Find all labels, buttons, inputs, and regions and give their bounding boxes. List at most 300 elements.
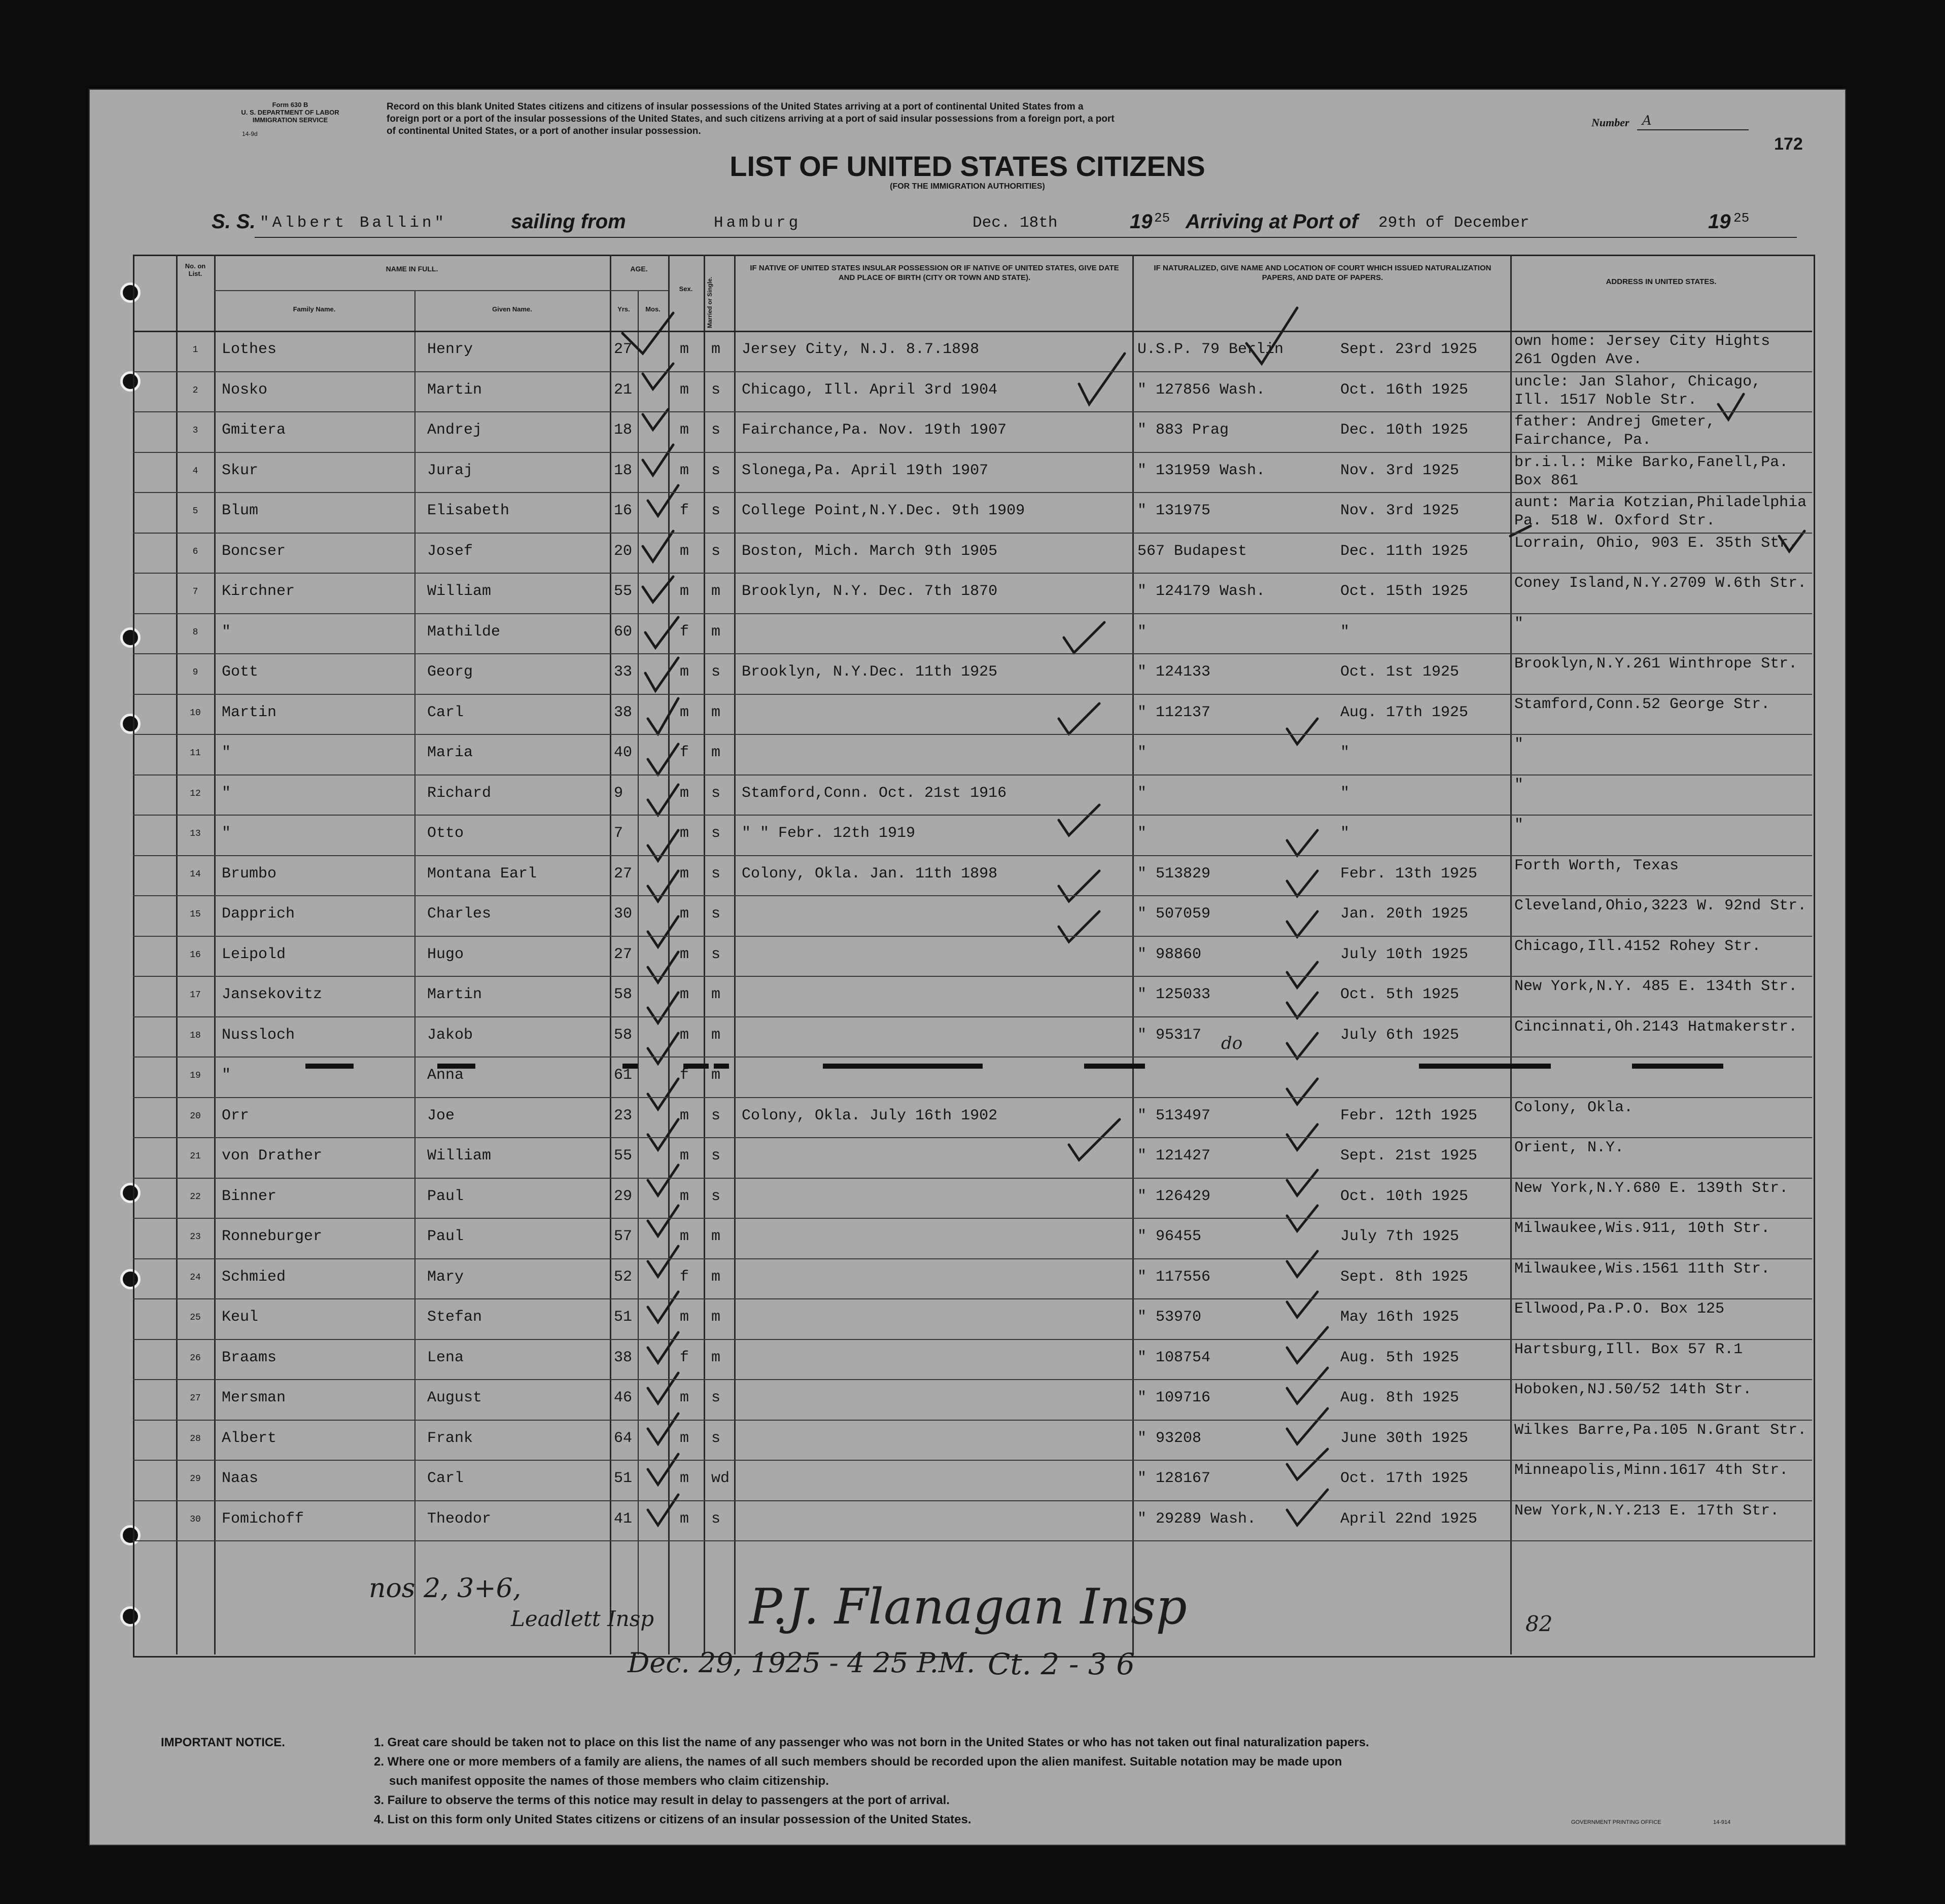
birth-place-date: Boston, Mich. March 9th 1905 [742, 542, 998, 560]
row-19-ditto-note: do [1221, 1033, 1243, 1053]
sex: m [680, 703, 689, 721]
age-years: 61 [614, 1067, 633, 1084]
row-divider [133, 1178, 1812, 1179]
marital-status: wd [711, 1470, 730, 1487]
row-number: 29 [190, 1474, 201, 1484]
age-years: 9 [614, 784, 623, 802]
given-name: August [427, 1389, 482, 1406]
naturalization-date: Dec. 11th 1925 [1340, 542, 1469, 560]
row-divider [133, 815, 1812, 816]
row-divider [133, 411, 1812, 412]
date-time-stamp: Dec. 29, 1925 - 4 25 P.M. [628, 1647, 976, 1679]
from-port: Hamburg [714, 214, 802, 232]
naturalization-court: " 124179 Wash. [1137, 583, 1266, 600]
address: br.i.l.: Mike Barko,Fanell,Pa. [1514, 453, 1789, 471]
sex: m [680, 341, 689, 358]
naturalization-court: " 131975 [1137, 502, 1211, 519]
marital-status: s [711, 784, 721, 802]
ship-name: "Albert Ballin" [260, 214, 447, 232]
naturalization-court: " 124133 [1137, 663, 1211, 681]
address: " [1514, 736, 1524, 753]
family-name: " [222, 825, 231, 842]
row-number: 7 [192, 587, 198, 597]
given-name: Otto [427, 825, 464, 842]
sex: m [680, 865, 689, 883]
naturalization-date: " [1340, 744, 1350, 761]
nos-note: nos 2, 3+6, [369, 1573, 522, 1604]
row-number: 18 [190, 1030, 201, 1041]
address: " [1514, 817, 1524, 834]
row-number: 16 [190, 949, 201, 960]
sex: m [680, 381, 689, 399]
marital-status: m [711, 986, 721, 1003]
marital-status: s [711, 865, 721, 883]
naturalization-date: Nov. 3rd 1925 [1340, 502, 1460, 519]
birth-place-date: Chicago, Ill. April 3rd 1904 [742, 381, 998, 399]
row-divider [133, 1500, 1812, 1501]
naturalization-date: " [1340, 784, 1350, 802]
naturalization-date: Oct. 10th 1925 [1340, 1187, 1469, 1205]
sex: m [680, 986, 689, 1003]
sex: m [680, 1187, 689, 1205]
row-number: 19 [190, 1071, 201, 1081]
age-years: 29 [614, 1187, 633, 1205]
naturalization-date: April 22nd 1925 [1340, 1510, 1478, 1528]
address: New York,N.Y.213 E. 17th Str. [1514, 1502, 1780, 1520]
sex: m [680, 784, 689, 802]
family-name: Albert [222, 1429, 277, 1447]
header-given-name: Given Name. [492, 305, 532, 313]
row-divider [133, 855, 1812, 856]
birth-place-date: College Point,N.Y.Dec. 9th 1909 [742, 502, 1025, 519]
naturalization-court: " 125033 [1137, 986, 1211, 1003]
sex: m [680, 1389, 689, 1406]
family-name: Binner [222, 1187, 277, 1205]
age-years: 16 [614, 502, 633, 519]
given-name: Martin [427, 986, 482, 1003]
family-name: Kirchner [222, 583, 295, 600]
address-line-2: Pa. 518 W. Oxford Str. [1514, 512, 1716, 530]
marital-status: s [711, 421, 721, 439]
marital-status: s [711, 905, 721, 923]
birth-place-date: Slonega,Pa. April 19th 1907 [742, 462, 989, 479]
family-name: " [222, 1067, 231, 1084]
marital-status: s [711, 502, 721, 519]
marital-status: s [711, 825, 721, 842]
family-name: Leipold [222, 945, 286, 963]
sailing-date: Dec. 18th [972, 214, 1058, 232]
marital-status: m [711, 1228, 721, 1245]
naturalization-court: " 29289 Wash. [1137, 1510, 1257, 1528]
checked-by-note: Leadlett Insp [511, 1606, 654, 1631]
header-address: ADDRESS IN UNITED STATES. [1606, 277, 1717, 286]
naturalization-court: U.S.P. 79 Berlin [1137, 341, 1284, 358]
age-years: 30 [614, 905, 633, 923]
row-number: 27 [190, 1393, 201, 1403]
sex: m [680, 663, 689, 681]
marital-status: s [711, 462, 721, 479]
sailing-label: sailing from [511, 210, 626, 233]
naturalization-date: Febr. 12th 1925 [1340, 1107, 1478, 1124]
sex: m [680, 421, 689, 439]
row-number: 8 [192, 627, 198, 638]
header-family-name: Family Name. [293, 305, 336, 313]
intro-line: Record on this blank United States citizens and citizens of insular possessions of the United States arriving at a port of continental United States from a [387, 101, 1084, 112]
sex: m [680, 1147, 689, 1165]
family-name: Nosko [222, 381, 268, 399]
sex: f [680, 1349, 689, 1366]
row-divider [133, 533, 1812, 534]
naturalization-court: " [1137, 825, 1147, 842]
marital-status: m [711, 341, 721, 358]
manifest-sheet [89, 89, 1846, 1846]
row-number: 1 [192, 345, 198, 355]
family-name: Dapprich [222, 905, 295, 923]
given-name: Martin [427, 381, 482, 399]
row-divider [133, 1298, 1812, 1299]
age-years: 52 [614, 1268, 633, 1286]
department-label: U. S. DEPARTMENT OF LABOR [241, 109, 339, 116]
naturalization-date: July 10th 1925 [1340, 945, 1469, 963]
notice-item: 3. Failure to observe the terms of this notice may result in delay to passengers at the port of arrival. [374, 1793, 950, 1807]
sex: m [680, 905, 689, 923]
family-name: Gott [222, 663, 259, 681]
naturalization-date: Aug. 5th 1925 [1340, 1349, 1460, 1366]
row-number: 15 [190, 909, 201, 920]
row-divider [133, 976, 1812, 977]
age-years: 38 [614, 1349, 633, 1366]
naturalization-date: Sept. 21st 1925 [1340, 1147, 1478, 1165]
family-name: " [222, 623, 231, 641]
address: Chicago,Ill.4152 Rohey Str. [1514, 937, 1761, 955]
number-value: A [1642, 113, 1652, 128]
naturalization-court: " 93208 [1137, 1429, 1202, 1447]
naturalization-date: June 30th 1925 [1340, 1429, 1469, 1447]
row-divider [133, 613, 1812, 614]
given-name: Mathilde [427, 623, 501, 641]
intro-line: foreign port or a port of the insular possessions of the United States, and such citizens arriving at a port of said insular possessions from a foreign port, a port [387, 114, 1115, 124]
address: Hoboken,NJ.50/52 14th Str. [1514, 1381, 1752, 1398]
marital-status: m [711, 583, 721, 600]
marital-status: s [711, 1429, 721, 1447]
header-naturalized: IF NATURALIZED, GIVE NAME AND LOCATION OF COURT WHICH ISSUED NATURALIZATION PAPERS, AND DATE OF PAPERS. [1154, 264, 1491, 282]
naturalization-date: Aug. 17th 1925 [1340, 703, 1469, 721]
naturalization-date: Aug. 8th 1925 [1340, 1389, 1460, 1406]
given-name: Carl [427, 1470, 464, 1487]
form-code: 14-9d [242, 130, 258, 137]
notice-item: 4. List on this form only United States citizens or citizens of an insular possession of the United States. [374, 1813, 971, 1826]
age-years: 18 [614, 462, 633, 479]
row-divider [133, 734, 1812, 735]
row-number: 17 [190, 990, 201, 1000]
naturalization-court: " 96455 [1137, 1228, 1202, 1245]
naturalization-date: " [1340, 825, 1350, 842]
row-divider [133, 1379, 1812, 1380]
sex: f [680, 623, 689, 641]
age-years: 20 [614, 542, 633, 560]
address: Milwaukee,Wis.911, 10th Str. [1514, 1220, 1770, 1237]
given-name: Mary [427, 1268, 464, 1286]
given-name: Montana Earl [427, 865, 537, 883]
naturalization-court: " [1137, 744, 1147, 761]
printer-label: GOVERNMENT PRINTING OFFICE [1571, 1819, 1661, 1825]
row-divider [133, 1460, 1812, 1461]
marital-status: s [711, 1510, 721, 1528]
age-years: 38 [614, 703, 633, 721]
family-name: Jansekovitz [222, 986, 323, 1003]
row-number: 28 [190, 1433, 201, 1444]
page-number: 172 [1774, 134, 1803, 154]
sex: f [680, 1268, 689, 1286]
family-name: Blum [222, 502, 259, 519]
sex: f [680, 744, 689, 761]
given-name: William [427, 583, 492, 600]
address: " [1514, 776, 1524, 794]
given-name: Hugo [427, 945, 464, 963]
address: New York,N.Y. 485 E. 134th Str. [1514, 978, 1798, 995]
page-subtitle: (FOR THE IMMIGRATION AUTHORITIES) [890, 182, 1045, 191]
naturalization-court: " [1137, 623, 1147, 641]
naturalization-date: Sept. 23rd 1925 [1340, 341, 1478, 358]
marital-status: m [711, 623, 721, 641]
naturalization-court: " 95317 [1137, 1026, 1202, 1044]
address: New York,N.Y.680 E. 139th Str. [1514, 1179, 1789, 1197]
row-number: 10 [190, 708, 201, 718]
page-title: LIST OF UNITED STATES CITIZENS [730, 150, 1205, 182]
notice-item: such manifest opposite the names of those members who claim citizenship. [389, 1774, 829, 1788]
birth-place-date: Brooklyn, N.Y. Dec. 7th 1870 [742, 583, 998, 600]
row-divider [133, 1339, 1812, 1340]
family-name: Naas [222, 1470, 259, 1487]
family-name: Martin [222, 703, 277, 721]
age-years: 46 [614, 1389, 633, 1406]
sex: m [680, 462, 689, 479]
intro-line: of continental United States, or a port of another insular possession. [387, 126, 701, 136]
row-number: 26 [190, 1353, 201, 1363]
naturalization-date: Jan. 20th 1925 [1340, 905, 1469, 923]
row-divider [133, 492, 1812, 493]
naturalization-court: " 98860 [1137, 945, 1202, 963]
row-divider [133, 1056, 1812, 1057]
sex: m [680, 1510, 689, 1528]
row-divider [133, 1258, 1812, 1259]
given-name: Jakob [427, 1026, 473, 1044]
row-number: 12 [190, 788, 201, 799]
family-name: Brumbo [222, 865, 277, 883]
age-years: 58 [614, 986, 633, 1003]
row-number: 14 [190, 869, 201, 879]
address: father: Andrej Gmeter, [1514, 413, 1716, 431]
row-number: 3 [192, 426, 198, 436]
given-name: Frank [427, 1429, 473, 1447]
age-years: 21 [614, 381, 633, 399]
address: Cleveland,Ohio,3223 W. 92nd Str. [1514, 897, 1807, 914]
marital-status: m [711, 744, 721, 761]
address: own home: Jersey City Hights [1514, 333, 1770, 350]
naturalization-court: " 109716 [1137, 1389, 1211, 1406]
sex: m [680, 945, 689, 963]
family-name: Keul [222, 1309, 259, 1326]
naturalization-court: " 126429 [1137, 1187, 1211, 1205]
naturalization-date: " [1340, 623, 1350, 641]
address: Colony, Okla. [1514, 1099, 1634, 1116]
address: aunt: Maria Kotzian,Philadelphia [1514, 494, 1807, 511]
age-years: 41 [614, 1510, 633, 1528]
sex: m [680, 1228, 689, 1245]
address: Hartsburg,Ill. Box 57 R.1 [1514, 1341, 1743, 1358]
family-name: Boncser [222, 542, 286, 560]
marital-status: s [711, 663, 721, 681]
naturalization-date: Oct. 5th 1925 [1340, 986, 1460, 1003]
sex: m [680, 542, 689, 560]
address: Milwaukee,Wis.1561 11th Str. [1514, 1260, 1770, 1278]
naturalization-court: " 507059 [1137, 905, 1211, 923]
address: Brooklyn,N.Y.261 Winthrope Str. [1514, 655, 1798, 673]
year-suffix: 25 [1154, 210, 1170, 226]
family-name: Fomichoff [222, 1510, 304, 1528]
marital-status: s [711, 381, 721, 399]
family-name: Braams [222, 1349, 277, 1366]
age-years: 55 [614, 1147, 633, 1165]
given-name: Paul [427, 1228, 464, 1245]
naturalization-court: " 108754 [1137, 1349, 1211, 1366]
naturalization-court: " 53970 [1137, 1309, 1202, 1326]
marital-status: m [711, 1349, 721, 1366]
age-years: 51 [614, 1470, 633, 1487]
certificate-note: Ct. 2 - 3 6 [988, 1647, 1135, 1681]
header-birth: IF NATIVE OF UNITED STATES INSULAR POSSESSION OR IF NATIVE OF UNITED STATES, GIVE DATE AND PLACE OF BIRTH (CITY OR TOWN AND STATE). [750, 264, 1119, 282]
birth-place-date: Colony, Okla. Jan. 11th 1898 [742, 865, 998, 883]
row-divider [133, 653, 1812, 654]
header-married-single: Married or Single. [706, 276, 713, 328]
given-name: Anna [427, 1067, 464, 1084]
row-number: 2 [192, 385, 198, 396]
row-divider [133, 895, 1812, 896]
form-number: Form 630 B [272, 101, 308, 109]
sex: f [680, 1067, 689, 1084]
family-name: Schmied [222, 1268, 286, 1286]
marital-status: m [711, 703, 721, 721]
naturalization-date: May 16th 1925 [1340, 1309, 1460, 1326]
family-name: " [222, 784, 231, 802]
family-name: Lothes [222, 341, 277, 358]
row-divider [133, 694, 1812, 695]
number-label: Number [1591, 116, 1629, 129]
row-divider [133, 1097, 1812, 1098]
birth-place-date: Jersey City, N.J. 8.7.1898 [742, 341, 980, 358]
row-number: 4 [192, 466, 198, 476]
naturalization-court: " 121427 [1137, 1147, 1211, 1165]
birth-place-date: Brooklyn, N.Y.Dec. 11th 1925 [742, 663, 998, 681]
row-number: 5 [192, 506, 198, 516]
naturalization-court: " [1137, 784, 1147, 802]
notice-list [374, 1733, 1369, 1829]
header-age: AGE. [630, 265, 648, 273]
marital-status: s [711, 1187, 721, 1205]
family-name: Skur [222, 462, 259, 479]
address: Forth Worth, Texas [1514, 857, 1679, 874]
age-years: 18 [614, 421, 633, 439]
marital-status: s [711, 945, 721, 963]
code-82: 82 [1525, 1611, 1553, 1636]
age-years: 23 [614, 1107, 633, 1124]
address-line-2: Ill. 1517 Noble Str. [1514, 391, 1697, 409]
family-name: Orr [222, 1107, 250, 1124]
given-name: Richard [427, 784, 492, 802]
row-number: 22 [190, 1191, 201, 1202]
naturalization-date: Febr. 13th 1925 [1340, 865, 1478, 883]
row-divider [133, 1218, 1812, 1219]
naturalization-date: Dec. 10th 1925 [1340, 421, 1469, 439]
given-name: Henry [427, 341, 473, 358]
age-years: 64 [614, 1429, 633, 1447]
marital-status: s [711, 542, 721, 560]
naturalization-court: " 883 Prag [1137, 421, 1229, 439]
given-name: Paul [427, 1187, 464, 1205]
age-years: 7 [614, 825, 623, 842]
naturalization-date: July 6th 1925 [1340, 1026, 1460, 1044]
family-name: Gmitera [222, 421, 286, 439]
sex: m [680, 1470, 689, 1487]
birth-place-date: " " Febr. 12th 1919 [742, 825, 916, 842]
age-years: 60 [614, 623, 633, 641]
given-name: Josef [427, 542, 473, 560]
row-number: 6 [192, 546, 198, 557]
naturalization-date: Sept. 8th 1925 [1340, 1268, 1469, 1286]
naturalization-date: Oct. 15th 1925 [1340, 583, 1469, 600]
year-prefix: 19 [1708, 210, 1731, 233]
family-name: von Drather [222, 1147, 323, 1165]
arrival-date: 29th of December [1378, 214, 1530, 232]
marital-status: s [711, 1147, 721, 1165]
row-divider [133, 452, 1812, 453]
row-number: 9 [192, 667, 198, 678]
row-divider [133, 1420, 1812, 1421]
row-number: 21 [190, 1151, 201, 1161]
marital-status: m [711, 1268, 721, 1286]
row-number: 24 [190, 1272, 201, 1283]
given-name: Joe [427, 1107, 455, 1124]
naturalization-court: " 127856 Wash. [1137, 381, 1266, 399]
row-number: 30 [190, 1514, 201, 1525]
family-name: " [222, 744, 231, 761]
given-name: Stefan [427, 1309, 482, 1326]
sex: m [680, 825, 689, 842]
given-name: Theodor [427, 1510, 492, 1528]
given-name: William [427, 1147, 492, 1165]
header-name-in-full: NAME IN FULL. [386, 265, 438, 273]
given-name: Andrej [427, 421, 482, 439]
sex: f [680, 502, 689, 519]
naturalization-court: " 513829 [1137, 865, 1211, 883]
address: " [1514, 615, 1524, 632]
header-months: Mos. [645, 305, 661, 313]
address-line-2: Fairchance, Pa. [1514, 432, 1652, 449]
naturalization-date: Oct. 16th 1925 [1340, 381, 1469, 399]
age-years: 27 [614, 865, 633, 883]
row-divider [133, 1540, 1812, 1541]
given-name: Maria [427, 744, 473, 761]
printer-code: 14-914 [1713, 1819, 1731, 1825]
birth-place-date: Colony, Okla. July 16th 1902 [742, 1107, 998, 1124]
sex: m [680, 1107, 689, 1124]
marital-status: s [711, 1107, 721, 1124]
naturalization-date: Oct. 17th 1925 [1340, 1470, 1469, 1487]
given-name: Elisabeth [427, 502, 510, 519]
header-no: No. on List. [185, 262, 206, 277]
sex: m [680, 1429, 689, 1447]
naturalization-court: " 117556 [1137, 1268, 1211, 1286]
